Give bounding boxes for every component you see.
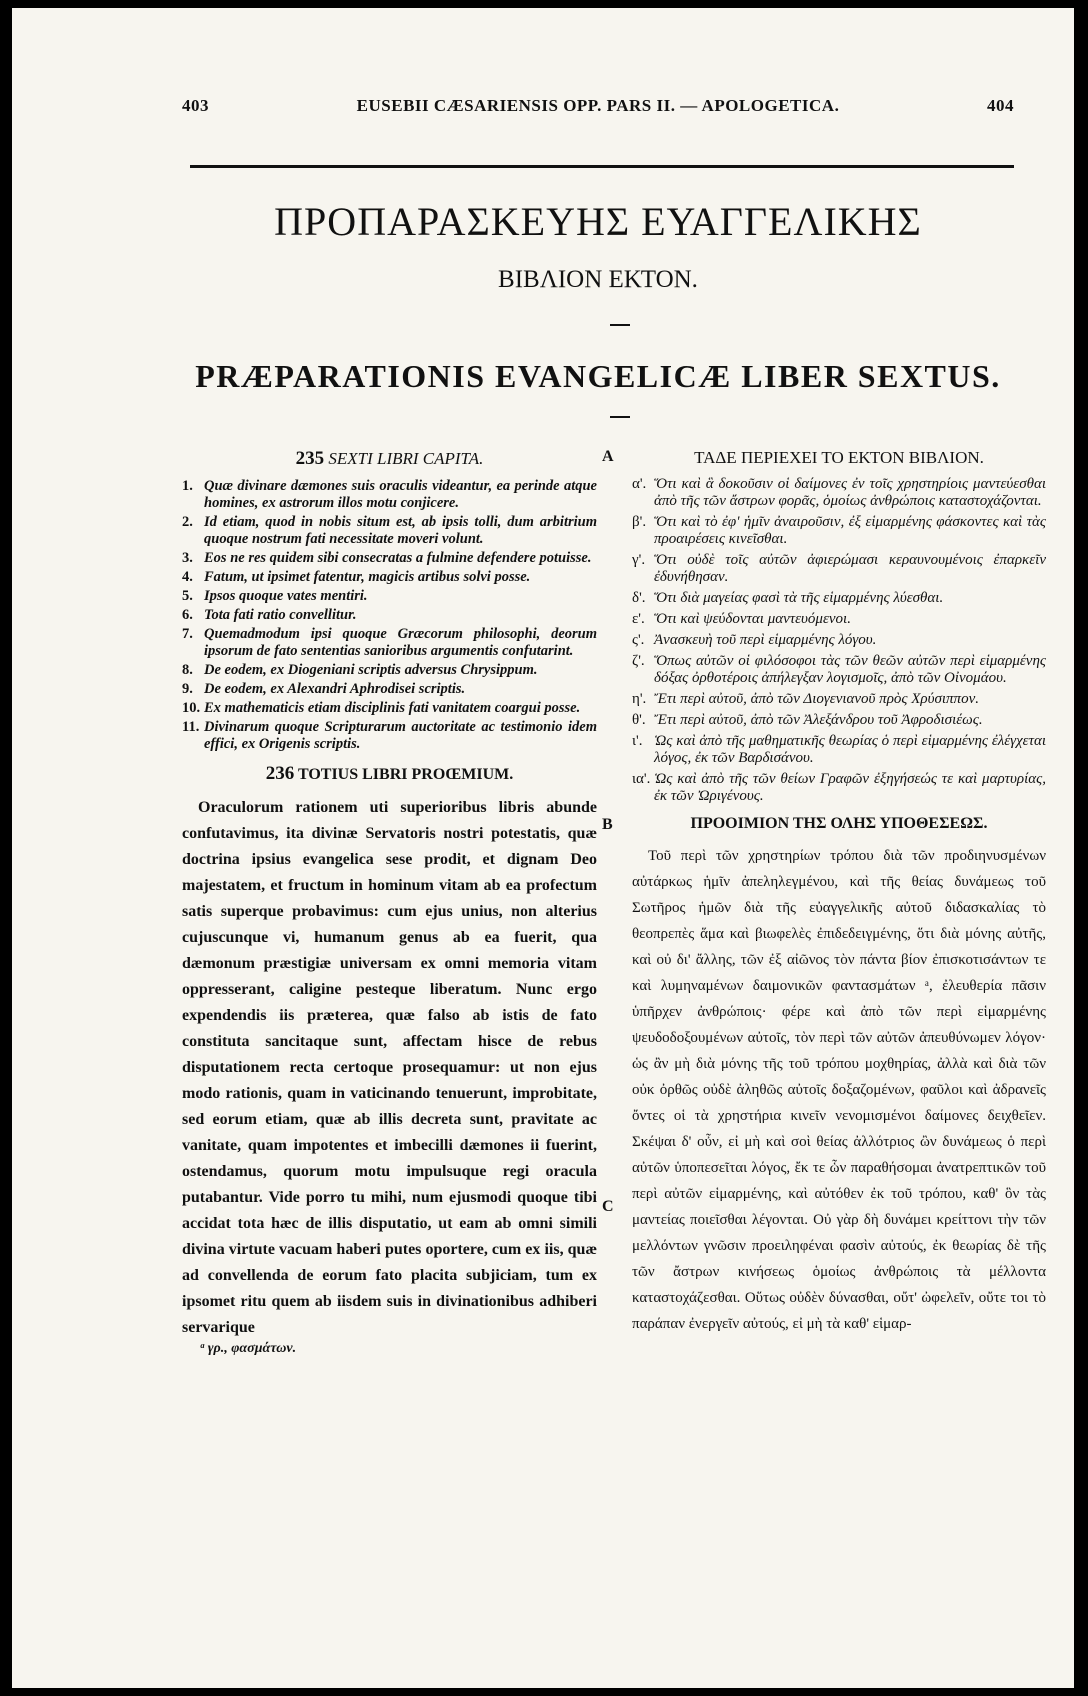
chapter-text: Fatum, ut ipsimet fatentur, magicis artibus solvi posse. — [204, 569, 531, 585]
chapter-item — [182, 719, 597, 753]
chapter-text: Ὅτι καὶ τὸ ἐφ' ἡμῖν ἀναιροῦσιν, ἐξ εἱμαρμένης φάσκοντες καὶ τὰς προαιρέσεις κινεῖσθαι. — [654, 514, 1046, 547]
chapter-text: Ἀνασκευὴ τοῦ περὶ εἱμαρμένης λόγου. — [654, 632, 877, 648]
chapter-text: Ὡς καὶ ἀπὸ τῆς μαθηματικῆς θεωρίας ὁ περὶ εἱμαρμένης ἐλέγχεται λόγος, ἐκ τῶν Βαρδισάνου. — [654, 733, 1046, 766]
chapter-item — [632, 514, 1046, 548]
greek-title: ΠΡΟΠΑΡΑΣΚΕΥΗΣ ΕΥΑΓΓΕΛΙΚΗΣ — [274, 199, 922, 244]
latin-title: PRÆPARATIONIS EVANGELICÆ LIBER SEXTUS. — [195, 358, 1001, 394]
footnote: ᵃ γρ., φασμάτων. — [200, 1341, 297, 1356]
chapter-item — [182, 607, 597, 624]
margin-letter-b: B — [602, 816, 613, 833]
chapter-text: Quemadmodum ipsi quoque Græcorum philosophi, deorum ipsorum de fato sententias sanioribus argumentis confutarint. — [204, 626, 597, 659]
chapter-number: η'. — [632, 691, 647, 707]
running-head — [182, 96, 1014, 126]
chapter-number: δ'. — [632, 590, 646, 606]
chapter-text: Ὅτι καὶ ἃ δοκοῦσιν οἱ δαίμονες ἐν τοῖς χρηστηρίοις μαντεύεσθαι ἀπὸ τῆς τῶν ἄστρων φορᾶς, ὁμοίως ἀνθρώποις καταστοχάζονται. — [654, 476, 1046, 509]
chapter-text: Ὡς καὶ ἀπὸ τῆς τῶν θείων Γραφῶν ἐξηγήσεώς τε καὶ μαρτυρίας, ἐκ τῶν Ὠριγένους. — [654, 771, 1046, 804]
greek-prooemium-heading: ΠΡΟΟΙΜΙΟΝ ΤΗΣ ΟΛΗΣ ΥΠΟΘΕΣΕΩΣ. — [690, 815, 988, 832]
latin-prooemium-heading: 236 TOTIUS LIBRI PROŒMIUM. — [265, 763, 514, 784]
chapter-number: 7. — [182, 626, 193, 642]
chapter-item — [182, 700, 597, 717]
chapter-number: ς'. — [632, 632, 645, 648]
page-number-left: 403 — [182, 96, 209, 115]
chapter-item — [182, 662, 597, 679]
chapter-number: 4. — [182, 569, 193, 585]
latin-column — [182, 448, 597, 1341]
chapter-text: Tota fati ratio convellitur. — [204, 607, 357, 623]
chapter-item — [632, 771, 1046, 805]
chapter-item — [632, 590, 1046, 607]
chapter-number: 8. — [182, 662, 193, 678]
running-title: EUSEBII CÆSARIENSIS OPP. PARS II. — APOLOGETICA. — [356, 96, 840, 115]
latin-chapter-list — [182, 478, 597, 753]
margin-letter-c: C — [602, 1198, 614, 1215]
chapter-number: 9. — [182, 681, 193, 697]
chapter-text: Ipsos quoque vates mentiri. — [204, 588, 368, 604]
chapter-number: 1. — [182, 478, 193, 494]
chapter-item — [632, 691, 1046, 708]
greek-chapters-heading: ΤΑΔΕ ΠΕΡΙΕΧΕΙ ΤΟ ΕΚΤΟΝ ΒΙΒΛΙΟΝ. — [694, 448, 984, 467]
page-number-right: 404 — [987, 96, 1014, 115]
title-dash — [610, 324, 630, 326]
chapter-text: Ex mathematicis etiam disciplinis fati vanitatem coargui posse. — [204, 700, 581, 716]
chapter-number: γ'. — [632, 552, 646, 568]
chapter-item — [182, 588, 597, 605]
chapter-text: Divinarum quoque Scripturarum auctoritate ac testimonio idem effici, ex Origenis scriptis. — [204, 719, 597, 752]
chapter-text: Ὅτι οὐδὲ τοῖς αὐτῶν ἀφιερώμασι κεραυνουμένοις ἐπαρκεῖν ἐδυνήθησαν. — [654, 552, 1046, 585]
latin-chapters-heading: 235 SEXTI LIBRI CAPITA. — [295, 448, 484, 469]
latin-prooemium-text: Oraculorum rationem uti superioribus libris abunde confutavimus, ita divinæ Servatoris nostri potestatis, quæ doctrina ipsius evangelica sese prodit, et dignam Deo majestatem, et fructum in hominum vitam ab ea profectum satis superque probavimus: cum ejus unius, non alterius cujuscunque vi, humanum genus ab ea fuerit, qua dæmonum præstigiæ universam ex omni memoria vitam oppresserant, caligine pesteque liberatum. Nunc ergo expendendis iis præterea, quæ falso ab istis de fato constituta sancitaque sunt, affectam hisce de rebus disputationem recta certoque prosequamur: ut non ejus modo rationis, quam in vaticinando tenuerunt, improbitate, sed eorum etiam, quæ ab illis decreta sunt, pravitate ac vanitate, quam impotentes et imbecilli dæmones ii fuerint, ostendamus, quorum motu impulsuque regi oracula putabantur. Vide porro tu mihi, num ejusmodi quoque tibi accidat tota hæc de illis disputatio, ut eam ab omni simili divina virtute vacuam haberi putes oportere, cum ex iis, quæ ad convellenda de eorum fato placita subjiciam, tum ex ipsomet ritu quem ab iisdem suis in divinationibus adhiberi servarique — [182, 799, 597, 1336]
chapter-text: Ἔτι περὶ αὐτοῦ, ἀπὸ τῶν Ἀλεξάνδρου τοῦ Ἀφροδισιέως. — [654, 712, 983, 728]
greek-column — [632, 448, 1046, 1337]
greek-subtitle: ΒΙΒΛΙΟΝ ΕΚΤΟΝ. — [498, 266, 698, 293]
chapter-text: De eodem, ex Alexandri Aphrodisei scriptis. — [204, 681, 466, 697]
greek-chapter-list — [632, 476, 1046, 805]
chapter-item — [182, 550, 597, 567]
chapter-number: α'. — [632, 476, 647, 492]
header-rule — [190, 165, 1014, 168]
chapter-number: ια'. — [632, 771, 651, 787]
chapter-number: ε'. — [632, 611, 645, 627]
chapter-number: 10. — [182, 700, 201, 716]
chapter-text: Ὅπως αὐτῶν οἱ φιλόσοφοι τὰς τῶν θεῶν αὐτῶν περὶ εἱμαρμένης δόξας ὀρθοτέροις ἀπήλεγξαν λογισμοῖς, ἀπὸ τῶν Οἰνομάου. — [654, 653, 1046, 686]
margin-letter-a: A — [602, 448, 614, 465]
chapter-item — [182, 569, 597, 586]
chapter-item — [632, 733, 1046, 767]
chapter-item — [182, 626, 597, 660]
chapter-text: Id etiam, quod in nobis situm est, ab ipsis tolli, dum arbitrium quoque nostrum fati necessitate moveri volunt. — [204, 514, 597, 547]
chapter-number: 6. — [182, 607, 193, 623]
chapter-number: 3. — [182, 550, 193, 566]
chapter-text: Quæ divinare dæmones suis oraculis videantur, ea perinde atque homines, ex astrorum illos motu conjicere. — [204, 478, 597, 511]
chapter-item — [632, 712, 1046, 729]
chapter-item — [182, 478, 597, 512]
chapter-item — [632, 632, 1046, 649]
chapter-number: 2. — [182, 514, 193, 530]
chapter-number: β'. — [632, 514, 647, 530]
title-dash — [610, 416, 630, 418]
chapter-number: 5. — [182, 588, 193, 604]
chapter-item — [632, 476, 1046, 510]
chapter-item — [182, 681, 597, 698]
chapter-number: θ'. — [632, 712, 646, 728]
chapter-item — [182, 514, 597, 548]
chapter-number: 11. — [182, 719, 200, 735]
chapter-text: Ὅτι διὰ μαγείας φασὶ τὰ τῆς εἱμαρμένης λύεσθαι. — [654, 590, 944, 606]
document-page — [12, 8, 1074, 1688]
chapter-text: De eodem, ex Diogeniani scriptis adversus Chrysippum. — [204, 662, 538, 678]
chapter-text: Ἔτι περὶ αὐτοῦ, ἀπὸ τῶν Διογενιανοῦ πρὸς Χρύσιππον. — [654, 691, 979, 707]
chapter-item — [632, 653, 1046, 687]
chapter-text: Ὅτι καὶ ψεύδονται μαντευόμενοι. — [654, 611, 851, 627]
chapter-number: ι'. — [632, 733, 643, 749]
chapter-text: Eos ne res quidem sibi consecratas a fulmine defendere potuisse. — [204, 550, 592, 566]
chapter-item — [632, 611, 1046, 628]
chapter-item — [632, 552, 1046, 586]
greek-prooemium-text: Τοῦ περὶ τῶν χρηστηρίων τρόπου διὰ τῶν προδιηνυσμένων αὐτάρκως ἡμῖν ἀπεληλεγμένου, καὶ τῆς θείας δυνάμεως τοῦ Σωτῆρος ἡμῶν διὰ τῆς εὐαγγελικῆς αὐτοῦ διδασκαλίας τὸ θεοπρεπὲς ἅμα καὶ βιωφελὲς ἐπιδεδειγμένης, ὅτι διὰ μόνης αὐτῆς, καὶ οὐ δι' ἄλλης, τῶν ἐξ αἰῶνος τὸν πάντα βίον ἐπισκοτισάντων τε καὶ λυμηναμένων δαιμονικῶν φαντασμάτων ᵃ, ἐλευθερία πᾶσιν ὑπῆρχεν ἀνθρώποις· φέρε καὶ ἀπὸ τῶν περὶ εἱμαρμένης ψευδοδοξουμένων αὐτοῖς, τὸν περὶ τῶν αὐτῶν ἀπευθύνωμεν λόγον· ὡς ἂν μὴ διὰ μόνης τῆς τοῦ τρόπου μοχθηρίας, ἀλλὰ καὶ διὰ τῶν οὐκ ὀρθῶς οὐδὲ ἀληθῶς αὐτοῖς δοξαζομένων, φαῦλοι καὶ ἀδρανεῖς ὄντες οἱ τὰ χρηστήρια κινεῖν νενομισμένοι δαίμονες δειχθεῖεν. Σκέψαι δ' οὖν, εἰ μὴ καὶ σοὶ θείας ἀλλότριος ὢν δυνάμεως ὁ περὶ αὐτῶν ὑποπεσεῖται λόγος, ἔκ τε ὧν παραθήσομαι ἀνατρεπτικῶν τοῦ περὶ αὐτῶν εἱμαρμένης, καὶ αὐτόθεν ἐκ τοῦ τρόπου, καθ' ὃν τὰς μαντείας ποιεῖσθαι λέγονται. Οὐ γὰρ δὴ δυνάμει κρείττονι τὴν τῶν μελλόντων γνῶσιν προειληφέναι φασὶν αὐτούς, ἐκ θεωρίας δὲ τῆς τῶν ἄστρων κινήσεως ὁμοίως ἀνθρώποις τὰ μέλλοντα καταστοχάζεσθαι. Οὕτως οὐδὲν δύνασθαι, οὔτ' ὠφελεῖν, οὔτε τοι τὸ παράπαν ἐνεργεῖν αὐτούς, εἰ μὴ τὰ καθ' εἱμαρ- — [632, 848, 1046, 1332]
chapter-number: ζ'. — [632, 653, 645, 669]
